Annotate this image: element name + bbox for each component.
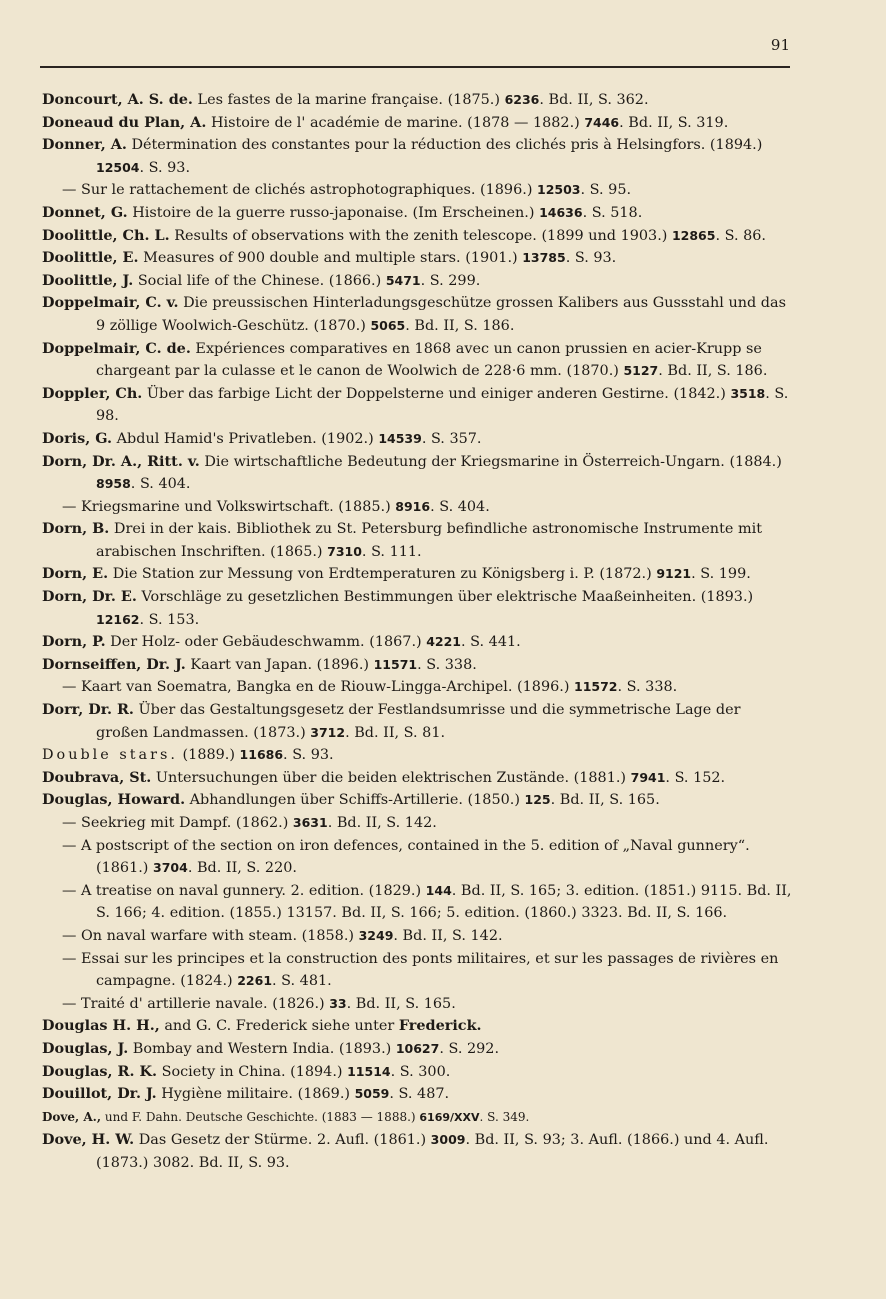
catalog-entry	[42, 247, 794, 270]
catalog-entry	[42, 654, 794, 677]
catalog-entry	[42, 586, 794, 631]
entry-text: Seekrieg mit Dampf. (1862.)	[76, 815, 293, 831]
entry-text: Vorschläge zu gesetzlichen Bestimmungen über elektrische Maaßeinheiten. (1893.)	[136, 589, 754, 606]
entry-number: 2261	[237, 973, 273, 989]
entry-text: On naval warfare with steam. (1858.)	[76, 927, 359, 944]
catalog-entry	[42, 89, 794, 112]
entry-author: Donnet, G.	[42, 203, 128, 221]
entry-number: 3009	[430, 1132, 466, 1148]
catalog-entry	[42, 699, 794, 744]
entry-author: Dornseiffen, Dr. J.	[42, 655, 186, 673]
entry-number: 9121	[656, 566, 692, 582]
entry-dash: —	[62, 815, 77, 831]
entry-number: 12865	[671, 227, 716, 243]
entry-dash: —	[62, 679, 77, 696]
entry-reference: . S. 152.	[665, 769, 726, 786]
entry-reference: . Bd. II, S. 93; 3. Aufl. (1866.) und 4. Aufl. (1873.) 3082. Bd. II, S. 93.	[96, 1132, 769, 1171]
entry-number: 3704	[153, 860, 188, 876]
catalog-entry	[42, 631, 794, 654]
entry-text: Results of observations with the zenith telescope. (1899 und 1903.)	[169, 227, 672, 244]
entry-reference: . S. 357.	[421, 430, 482, 447]
entry-text: Bombay and Western India. (1893.)	[128, 1040, 396, 1057]
entry-reference: . S. 153.	[139, 611, 200, 628]
entry-reference: . S. 292.	[439, 1040, 500, 1057]
catalog-entry	[42, 1015, 794, 1038]
entry-author: Dorn, Dr. A., Ritt. v.	[42, 452, 200, 470]
catalog-entry	[42, 1083, 794, 1106]
entry-reference: . Bd. II, S. 186.	[405, 317, 515, 334]
entry-dash: —	[62, 995, 77, 1012]
entry-reference: . S. 95.	[580, 182, 632, 199]
entry-reference: . S. 481.	[272, 973, 332, 990]
entry-number: 4221	[426, 634, 462, 650]
entry-author: Douglas, R. K.	[42, 1062, 158, 1080]
entry-author: Douglas, J.	[42, 1039, 129, 1057]
entry-author: Donner, A.	[42, 136, 127, 154]
entry-number: 3518	[730, 385, 766, 401]
entry-reference: . S. 441.	[461, 634, 521, 651]
entry-reference: . S. 487.	[389, 1086, 450, 1103]
entry-reference: . S. 338.	[617, 679, 678, 696]
catalog-entry	[42, 835, 794, 880]
entry-number: 10627	[395, 1040, 440, 1056]
entry-title-spaced: Double stars.	[42, 747, 178, 764]
entry-number: 11572	[574, 679, 618, 695]
entry-text: Das Gesetz der Stürme. 2. Aufl. (1861.)	[134, 1132, 431, 1149]
entry-number: 13785	[522, 250, 566, 266]
entry-reference: . Bd. II, S. 165.	[346, 995, 456, 1012]
entry-cross-reference: Frederick.	[398, 1017, 482, 1035]
entry-reference: . Bd. II, S. 220.	[187, 860, 297, 877]
entry-author: Dorn, P.	[42, 633, 106, 651]
entry-number: 125	[524, 792, 551, 808]
entry-number: 5059	[354, 1086, 390, 1102]
entry-number: 3712	[310, 724, 346, 740]
entry-text: Les fastes de la marine française. (1875.)	[192, 92, 505, 108]
entry-number: 7446	[584, 114, 620, 130]
entry-reference: . Bd. II, S. 165; 3. edition. (1851.) 9115. Bd. II, S. 166; 4. edition. (1855.) 13157. Bd. II, S. 166; 5. edition. (1860.) 3323. Bd. II, S. 166.	[96, 882, 792, 922]
entry-reference: . S. 111.	[361, 543, 422, 560]
entry-number: 11514	[347, 1063, 391, 1079]
catalog-entry	[42, 270, 794, 293]
entry-author: Douglas H. H.,	[42, 1017, 160, 1035]
entry-reference: . Bd. II, S. 81.	[345, 724, 446, 741]
catalog-entry	[42, 202, 794, 225]
entry-reference: . S. 338.	[417, 656, 477, 673]
catalog-entry	[42, 812, 794, 835]
entry-text: A treatise on naval gunnery. 2. edition. (1829.)	[76, 882, 426, 899]
catalog-entry	[42, 789, 794, 812]
entry-text: Expériences comparatives en 1868 avec un canon prussien en acier-Krupp se chargeant par la culasse et le canon de Woolwich de 228·6 mm. (1870.)	[96, 340, 762, 380]
entry-text: Social life of the Chinese. (1866.)	[133, 272, 386, 289]
catalog-entry	[42, 134, 794, 179]
entry-author: Doris, G.	[42, 429, 113, 447]
catalog-entry	[42, 1106, 794, 1130]
entry-text: Der Holz- oder Gebäudeschwamm. (1867.)	[105, 634, 427, 651]
entry-number: 11686	[239, 747, 284, 763]
entry-text: Society in China. (1894.)	[157, 1063, 348, 1080]
entry-number: 5127	[623, 363, 659, 379]
entry-text: Die wirtschaftliche Bedeutung der Kriegsmarine in Österreich-Ungarn. (1884.)	[199, 453, 782, 470]
catalog-entry	[42, 880, 794, 925]
entry-number: 14636	[539, 204, 583, 220]
entry-number: 12162	[96, 611, 140, 627]
entry-number: 7941	[630, 769, 666, 785]
entry-reference: . S. 404.	[430, 498, 490, 515]
entry-text: and G. C. Frederick siehe unter	[159, 1018, 399, 1035]
entry-number: 3631	[292, 815, 328, 830]
entry-dash: —	[62, 498, 77, 515]
entry-text: Abhandlungen über Schiffs-Artillerie. (1850.)	[185, 792, 525, 809]
entry-author: Doppler, Ch.	[42, 384, 143, 402]
entry-reference: . Bd. II, S. 142.	[393, 927, 503, 944]
entry-reference: . S. 199.	[691, 566, 751, 583]
entry-text: (1889.)	[177, 747, 240, 764]
entry-reference: . Bd. II, S. 165.	[550, 792, 660, 809]
entry-author: Doolittle, J.	[42, 271, 134, 289]
entry-author: Dorn, E.	[42, 565, 109, 583]
catalog-entry	[42, 383, 794, 428]
entry-text: Untersuchungen über die beiden elektrischen Zustände. (1881.)	[151, 769, 631, 786]
entry-text: Histoire de la guerre russo-japonaise. (Im Erscheinen.)	[127, 204, 540, 221]
entry-text: Histoire de l' académie de marine. (1878 — 1882.)	[206, 114, 585, 131]
entry-text: Über das farbige Licht der Doppelsterne und einiger anderen Gestirne. (1842.)	[142, 385, 731, 402]
catalog-entries	[42, 89, 794, 1175]
entry-reference: . Bd. II, S. 142.	[327, 815, 437, 831]
header-rule	[40, 66, 790, 68]
entry-number: 12504	[96, 159, 140, 175]
entry-author: Doncourt, A. S. de.	[42, 91, 193, 108]
entry-text: und F. Dahn. Deutsche Geschichte. (1883 — 1888.)	[101, 1109, 420, 1124]
entry-author: Doneaud du Plan, A.	[42, 113, 207, 131]
entry-number: 7310	[327, 543, 362, 559]
catalog-entry	[42, 744, 794, 767]
entry-text: Traité d' artillerie navale. (1826.)	[76, 995, 330, 1012]
catalog-entry	[42, 948, 794, 993]
entry-author: Dove, A.,	[42, 1109, 102, 1124]
catalog-entry	[42, 518, 794, 563]
entry-author: Dove, H. W.	[42, 1131, 135, 1149]
entry-text: Détermination des constantes pour la réduction des clichés pris à Helsingfors. (1894.)	[126, 137, 763, 154]
entry-reference: . Bd. II, S. 186.	[658, 363, 768, 380]
entry-author: Doppelmair, C. v.	[42, 294, 179, 312]
catalog-entry	[42, 1061, 794, 1084]
entry-number: 8916	[395, 498, 431, 514]
catalog-entry	[42, 1129, 794, 1174]
entry-author: Doppelmair, C. de.	[42, 339, 191, 357]
catalog-entry	[42, 451, 794, 496]
entry-author: Doolittle, Ch. L.	[42, 226, 170, 244]
entry-text: Kaart van Japan. (1896.)	[185, 656, 374, 673]
entry-text: Drei in der kais. Bibliothek zu St. Petersburg befindliche astronomische Instrumente mit arabischen Inschriften. (1865.)	[96, 521, 762, 560]
entry-dash: —	[62, 182, 77, 199]
entry-author: Douglas, Howard.	[42, 791, 186, 809]
catalog-entry	[42, 993, 794, 1016]
entry-author: Dorn, Dr. E.	[42, 588, 137, 606]
entry-number: 33	[329, 995, 347, 1011]
entry-text: Hygiène militaire. (1869.)	[156, 1086, 355, 1103]
catalog-entry	[42, 292, 794, 337]
catalog-entry	[42, 338, 794, 383]
catalog-entry	[42, 225, 794, 248]
entry-number: 5065	[370, 317, 406, 333]
entry-author: Doolittle, E.	[42, 249, 139, 267]
entry-text: Measures of 900 double and multiple stars. (1901.)	[138, 250, 523, 267]
entry-dash: —	[62, 950, 77, 967]
entry-author: Douillot, Dr. J.	[42, 1085, 157, 1103]
entry-number: 5471	[385, 272, 421, 288]
entry-author: Dorr, Dr. R.	[42, 701, 134, 719]
entry-text: Die Station zur Messung von Erdtemperaturen zu Königsberg i. P. (1872.)	[108, 566, 657, 583]
entry-author: Doubrava, St.	[42, 768, 152, 786]
entry-number: 6169/XXV	[419, 1110, 480, 1124]
entry-reference: . S. 93.	[283, 747, 334, 764]
entry-reference: . S. 404.	[130, 476, 191, 493]
catalog-entry	[42, 563, 794, 586]
entry-text: Essai sur les principes et la construction des ponts militaires, et sur les passages de rivières en campagne. (1824.)	[76, 950, 779, 990]
entry-dash: —	[62, 927, 77, 944]
entry-number: 14539	[378, 430, 422, 446]
entry-reference: . S. 86.	[715, 227, 766, 244]
catalog-entry	[42, 112, 794, 135]
entry-number: 11571	[373, 656, 418, 672]
entry-reference: . Bd. II, S. 362.	[539, 92, 649, 108]
page-number: 91	[770, 36, 790, 54]
entry-reference: . S. 98.	[96, 385, 789, 425]
entry-reference: . S. 518.	[582, 204, 643, 221]
catalog-entry	[42, 767, 794, 790]
entry-number: 6236	[504, 92, 540, 107]
entry-text: Über das Gestaltungsgesetz der Festlandsumrisse und die symmetrische Lage der großen Landmassen. (1873.)	[96, 702, 741, 741]
entry-reference: . S. 300.	[390, 1063, 451, 1080]
catalog-entry	[42, 428, 794, 451]
catalog-entry	[42, 676, 794, 699]
catalog-entry	[42, 179, 794, 202]
entry-text: Sur le rattachement de clichés astrophotographiques. (1896.)	[76, 182, 538, 199]
entry-text: Abdul Hamid's Privatleben. (1902.)	[112, 430, 379, 447]
entry-dash: —	[62, 837, 77, 854]
entry-reference: . S. 93.	[565, 250, 617, 267]
entry-reference: . S. 93.	[139, 159, 191, 176]
entry-text: Die preussischen Hinterladungsgeschütze grossen Kalibers aus Gussstahl und das 9 zöllige Woolwich-Geschütz. (1870.)	[96, 295, 786, 334]
entry-number: 3249	[358, 927, 394, 943]
entry-number: 12503	[537, 182, 581, 198]
entry-author: Dorn, B.	[42, 520, 110, 538]
entry-number: 144	[425, 882, 452, 898]
entry-text: A postscript of the section on iron defences, contained in the 5. edition of „Naval gunnery“. (1861.)	[76, 837, 750, 877]
entry-text: Kriegsmarine und Volkswirtschaft. (1885.)	[76, 498, 396, 515]
entry-reference: . S. 299.	[420, 272, 481, 289]
catalog-entry	[42, 496, 794, 519]
entry-reference: . Bd. II, S. 319.	[619, 114, 729, 131]
catalog-entry	[42, 925, 794, 948]
entry-text: Kaart van Soematra, Bangka en de Riouw-Lingga-Archipel. (1896.)	[76, 679, 575, 696]
entry-number: 8958	[96, 476, 131, 492]
entry-dash: —	[62, 882, 77, 899]
entry-reference: . S. 349.	[479, 1109, 530, 1124]
catalog-entry	[42, 1038, 794, 1061]
